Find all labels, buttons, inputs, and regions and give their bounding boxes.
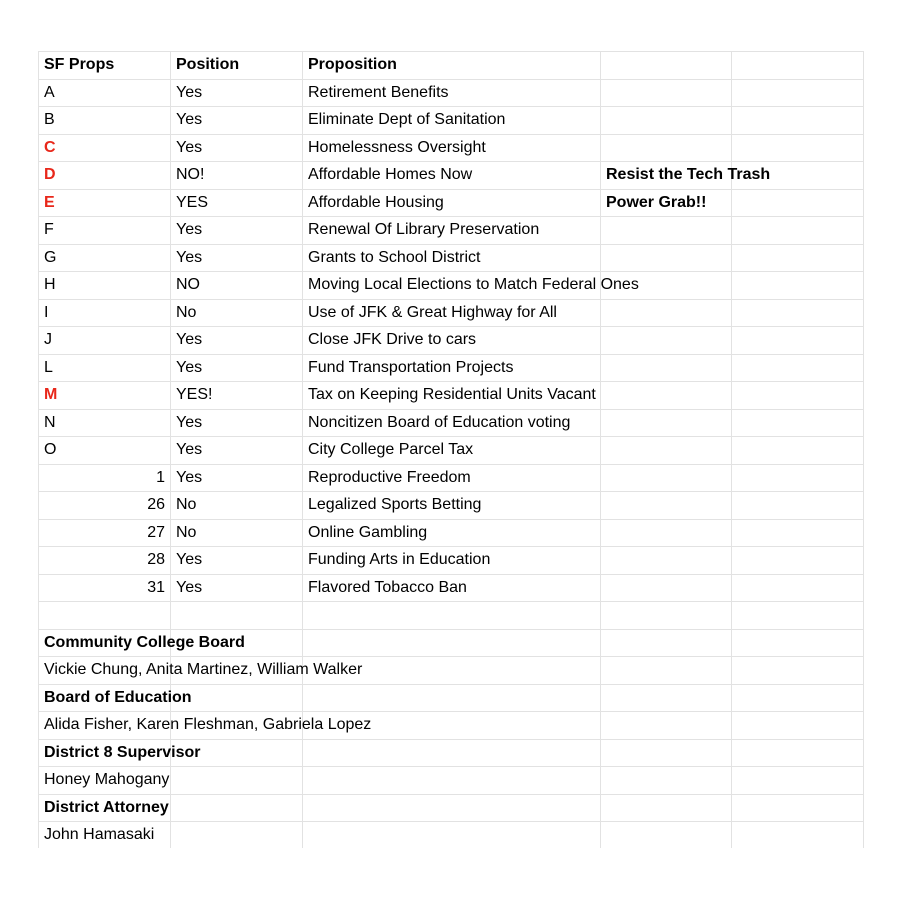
position-cell[interactable]: NO! bbox=[176, 166, 205, 183]
prop-letter[interactable]: B bbox=[44, 111, 55, 128]
prop-letter[interactable]: D bbox=[44, 166, 56, 183]
office-heading[interactable]: District 8 Supervisor bbox=[44, 744, 201, 761]
spreadsheet bbox=[38, 51, 864, 848]
position-cell[interactable]: Yes bbox=[176, 331, 203, 348]
position-cell[interactable]: No bbox=[176, 524, 197, 541]
proposition-cell[interactable]: Renewal Of Library Preservation bbox=[308, 221, 540, 238]
proposition-cell[interactable]: Legalized Sports Betting bbox=[308, 496, 482, 513]
state-prop-number[interactable]: 31 bbox=[147, 579, 165, 596]
proposition-cell[interactable]: Retirement Benefits bbox=[308, 84, 449, 101]
proposition-cell[interactable]: Tax on Keeping Residential Units Vacant bbox=[308, 386, 596, 403]
position-cell[interactable]: Yes bbox=[176, 441, 203, 458]
prop-letter[interactable]: L bbox=[44, 359, 53, 376]
header-position[interactable]: Position bbox=[176, 56, 240, 73]
state-prop-number[interactable]: 28 bbox=[147, 551, 165, 568]
prop-letter[interactable]: E bbox=[44, 194, 55, 211]
prop-letter[interactable]: C bbox=[44, 139, 56, 156]
position-cell[interactable]: NO bbox=[176, 276, 200, 293]
position-cell[interactable]: Yes bbox=[176, 414, 203, 431]
proposition-cell[interactable]: Affordable Housing bbox=[308, 194, 444, 211]
header-proposition[interactable]: Proposition bbox=[308, 56, 397, 73]
position-cell[interactable]: Yes bbox=[176, 579, 203, 596]
position-cell[interactable]: YES! bbox=[176, 386, 213, 403]
position-cell[interactable]: Yes bbox=[176, 84, 203, 101]
candidate-names[interactable]: Vickie Chung, Anita Martinez, William Walker bbox=[44, 661, 363, 678]
position-cell[interactable]: No bbox=[176, 496, 197, 513]
prop-letter[interactable]: M bbox=[44, 386, 58, 403]
prop-letter[interactable]: G bbox=[44, 249, 57, 266]
prop-letter[interactable]: A bbox=[44, 84, 55, 101]
proposition-cell[interactable]: Moving Local Elections to Match Federal Ones bbox=[308, 276, 639, 293]
position-cell[interactable]: Yes bbox=[176, 111, 203, 128]
prop-letter[interactable]: I bbox=[44, 304, 49, 321]
position-cell[interactable]: Yes bbox=[176, 221, 203, 238]
position-cell[interactable]: No bbox=[176, 304, 197, 321]
proposition-cell[interactable]: Grants to School District bbox=[308, 249, 481, 266]
office-heading[interactable]: District Attorney bbox=[44, 799, 169, 816]
proposition-cell[interactable]: Fund Transportation Projects bbox=[308, 359, 514, 376]
position-cell[interactable]: YES bbox=[176, 194, 209, 211]
proposition-cell[interactable]: Flavored Tobacco Ban bbox=[308, 579, 467, 596]
proposition-cell[interactable]: City College Parcel Tax bbox=[308, 441, 474, 458]
proposition-cell[interactable]: Homelessness Oversight bbox=[308, 139, 486, 156]
candidate-names[interactable]: Honey Mahogany bbox=[44, 771, 170, 788]
position-cell[interactable]: Yes bbox=[176, 139, 203, 156]
prop-letter[interactable]: H bbox=[44, 276, 56, 293]
side-note-line1[interactable]: Resist the Tech Trash bbox=[606, 166, 771, 183]
state-prop-number[interactable]: 27 bbox=[147, 524, 165, 541]
proposition-cell[interactable]: Noncitizen Board of Education voting bbox=[308, 414, 571, 431]
proposition-cell[interactable]: Eliminate Dept of Sanitation bbox=[308, 111, 506, 128]
proposition-cell[interactable]: Reproductive Freedom bbox=[308, 469, 471, 486]
office-heading[interactable]: Community College Board bbox=[44, 634, 245, 651]
position-cell[interactable]: Yes bbox=[176, 551, 203, 568]
prop-letter[interactable]: O bbox=[44, 441, 57, 458]
candidate-names[interactable]: Alida Fisher, Karen Fleshman, Gabriela Lopez bbox=[44, 716, 372, 733]
candidate-names[interactable]: John Hamasaki bbox=[44, 826, 155, 843]
header-sf-props[interactable]: SF Props bbox=[44, 56, 115, 73]
position-cell[interactable]: Yes bbox=[176, 469, 203, 486]
state-prop-number[interactable]: 1 bbox=[156, 469, 165, 486]
office-heading[interactable]: Board of Education bbox=[44, 689, 192, 706]
proposition-cell[interactable]: Close JFK Drive to cars bbox=[308, 331, 477, 348]
proposition-cell[interactable]: Use of JFK & Great Highway for All bbox=[308, 304, 557, 321]
side-note-line2[interactable]: Power Grab!! bbox=[606, 194, 707, 211]
prop-letter[interactable]: J bbox=[44, 331, 52, 348]
proposition-cell[interactable]: Online Gambling bbox=[308, 524, 428, 541]
prop-letter[interactable]: F bbox=[44, 221, 54, 238]
proposition-cell[interactable]: Affordable Homes Now bbox=[308, 166, 473, 183]
proposition-cell[interactable]: Funding Arts in Education bbox=[308, 551, 491, 568]
state-prop-number[interactable]: 26 bbox=[147, 496, 165, 513]
position-cell[interactable]: Yes bbox=[176, 359, 203, 376]
position-cell[interactable]: Yes bbox=[176, 249, 203, 266]
prop-letter[interactable]: N bbox=[44, 414, 56, 431]
